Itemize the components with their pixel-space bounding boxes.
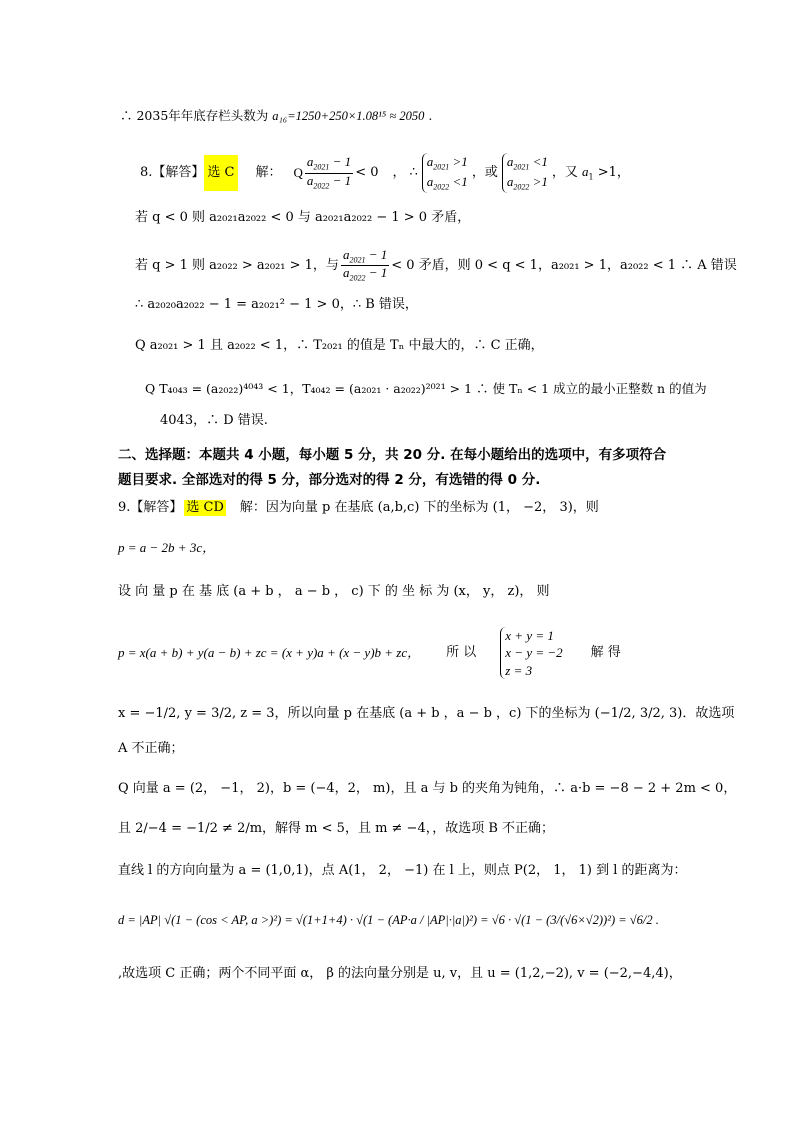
q8-number: 8.【解答】 bbox=[140, 165, 205, 181]
result-line: ∴ 2035年年底存栏头数为 a₁₆=1250+250×1.08¹⁵ ≈ 2050 . bbox=[120, 108, 433, 123]
q8-answer: 选 C bbox=[204, 155, 237, 191]
q8-fraction-2: $\frac{a_{2021} - 1}{a_{2022} - 1}$ bbox=[342, 247, 388, 283]
q9-line-4: p = x(a + b) + y(a − b) + zc = (x + y)a + (x − y)b + zc， 所 以 x + y = 1 x − y = −2 z = 3 解 得 bbox=[118, 627, 621, 678]
result-text: ∴ 2035年年底存栏头数为 bbox=[120, 108, 269, 123]
q9-line-6: A 不正确； bbox=[118, 741, 184, 756]
q9-line-9: 直线 l 的方向向量为 a = (1,0,1)，点 A(1， 2， −1) 在 l 上，则点 P(2， 1， 1) 到 l 的距离为： bbox=[118, 863, 687, 878]
q9-line-3: 设 向 量 p 在 基 底 (a + b ， a − b ， c) 下 的 坐 标 为 (x， y， z)， 则 bbox=[118, 584, 550, 599]
q8-line-7: 4043，∴ D 错误. bbox=[160, 413, 268, 428]
q8-system-2: $a_{2021} <1$ $a_{2022} >1$ bbox=[502, 153, 548, 194]
q9-system: x + y = 1 x − y = −2 z = 3 bbox=[500, 627, 562, 680]
result-expression: a₁₆=1250+250×1.08¹⁵ ≈ 2050 bbox=[272, 109, 425, 123]
q9-line-11: ,故选项 C 正确；两个不同平面 α， β 的法向量分别是 u, v，且 u = (1,2,−2), v = (−2,−4,4)， bbox=[118, 966, 682, 981]
section-2-heading-cont: 题目要求. 全部选对的得 5 分，部分选对的得 2 分，有选错的得 0 分. bbox=[118, 472, 541, 488]
q8-system-1: $a_{2021} >1$ $a_{2022} <1$ bbox=[422, 153, 468, 194]
q8-line-4: ∴ a₂₀₂₀a₂₀₂₂ − 1 = a₂₀₂₁² − 1 > 0，∴ B 错误， bbox=[135, 297, 418, 312]
q8-line-5: Q a₂₀₂₁ > 1 且 a₂₀₂₂ < 1，∴ T₂₀₂₁ 的值是 Tₙ 中最大的，∴ C 正确， bbox=[135, 338, 544, 353]
q9-answer: 选 CD bbox=[186, 500, 224, 515]
section-2-heading: 二、选择题：本题共 4 小题，每小题 5 分，共 20 分. 在每小题给出的选项中，有多项符合 bbox=[118, 447, 667, 463]
q8-fraction: $\frac{a_{2021} - 1}{a_{2022} - 1}$ bbox=[306, 154, 352, 191]
q8-condition: Q $\frac{a_{2021} - 1}{a_{2022} - 1}$ < 0 bbox=[293, 154, 379, 191]
q8-line-3: 若 q > 1 则 a₂₀₂₂ > a₂₀₂₁ > 1，与 $\frac{a_{2021} - 1}{a_{2022} - 1}$ < 0 矛盾，则 0 < q < 1，a₂₀₂₁ > 1，a₂₀₂₂ < 1 ∴ A 错误 bbox=[135, 247, 737, 283]
q8-solution-label: 解： bbox=[255, 165, 282, 181]
q9-number: 9.【解答】 bbox=[118, 500, 183, 515]
q9-line-1: 9.【解答】 选 CD 解：因为向量 p 在基底 (a,b,c) 下的坐标为 (1， −2， 3)，则 bbox=[118, 500, 599, 515]
q9-distance-formula: d = |AP| √(1 − (cos < AP, a >)²) = √(1+1+4) · √(1 − (AP·a / |AP|·|a|)²) = √6 · √(1 − (3/(√6×√2))²) = √6/2 . bbox=[118, 913, 659, 927]
q9-line-5: x = −1/2, y = 3/2, z = 3，所以向量 p 在基底 (a + b ，a − b ，c) 下的坐标为 (−1/2, 3/2, 3)．故选项 bbox=[118, 706, 735, 721]
q9-line-2: p = a − 2b + 3c， bbox=[118, 540, 216, 555]
q8-line-2: 若 q < 0 则 a₂₀₂₁a₂₀₂₂ < 0 与 a₂₀₂₁a₂₀₂₂ − 1 > 0 矛盾， bbox=[135, 210, 471, 225]
q9-line-8: 且 2/−4 = −1/2 ≠ 2/m，解得 m < 5，且 m ≠ −4，，故选项 B 不正确； bbox=[118, 821, 555, 836]
q8-header: 8.【解答】 选 C 解： Q $\frac{a_{2021} - 1}{a_{2022} - 1}$ < 0 ， ∴ $a_{2021} >1$ $a_{2022} <1$ ， 或 $a_{2021} <1$ $a_{2022} >1$ ，又 $a_1 >1$， bbox=[140, 153, 630, 192]
q8-or: 或 bbox=[484, 165, 498, 181]
q9-line-7: Q 向量 a = (2， −1， 2)，b = (−4，2， m)，且 a 与 b 的夹角为钝角，∴ a·b = −8 − 2 + 2m < 0， bbox=[118, 781, 737, 796]
q8-line-6: Q T₄₀₄₃ = (a₂₀₂₂)⁴⁰⁴³ < 1，T₄₀₄₂ = (a₂₀₂₁ · a₂₀₂₂)²⁰²¹ > 1 ∴ 使 Tₙ < 1 成立的最小正整数 n 的值为 bbox=[145, 381, 707, 396]
